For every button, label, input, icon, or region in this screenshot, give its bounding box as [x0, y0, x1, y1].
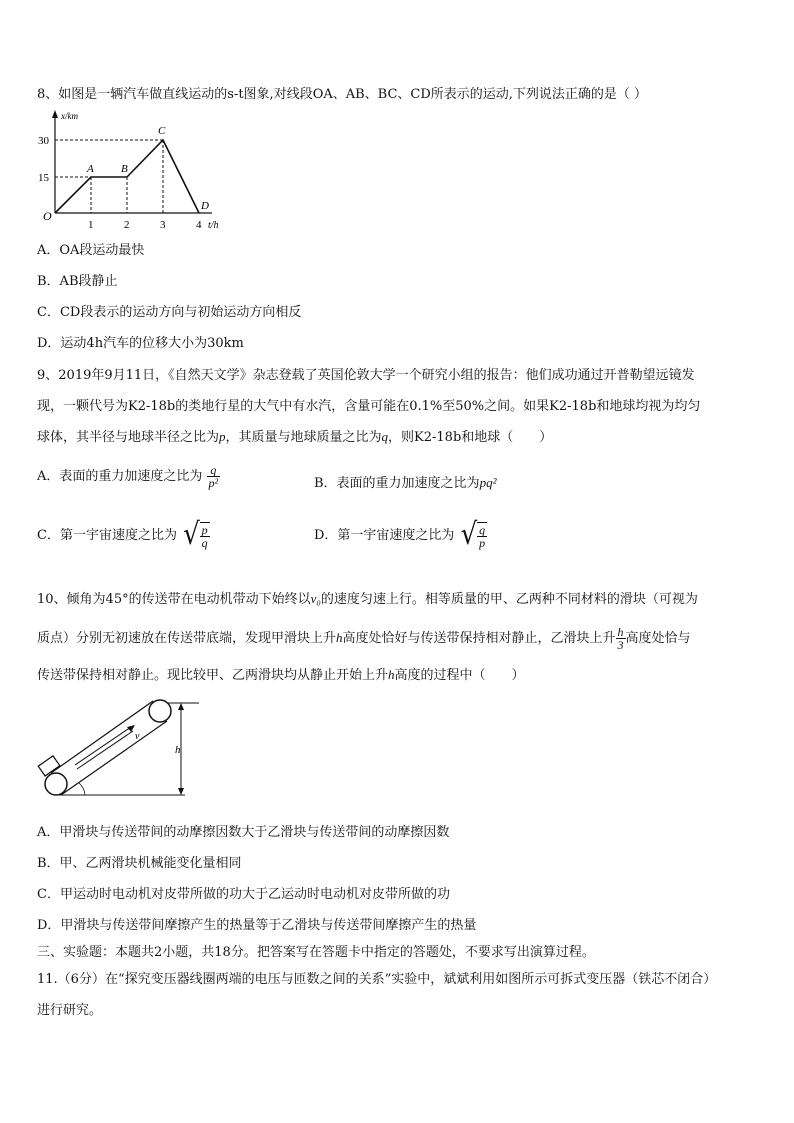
fraction-numerator: h: [617, 625, 624, 639]
q9-option-d: [314, 517, 487, 553]
q9-option-c: [37, 517, 210, 553]
x-tick-2: 2: [124, 219, 130, 231]
q10-line2-b: 高度处恰好与传送带保持相对静止，乙滑块上升: [342, 631, 616, 646]
point-label-c: C: [158, 125, 166, 137]
q9-stem-line-2: 现，一颗代号为K2-18b的类地行星的大气中有水汽，含量可能在0.1%至50%之间。如果K2-18b和地球均视为均匀: [37, 399, 701, 414]
y-axis-label: x/km: [61, 111, 78, 121]
q9-stem-line-1: 9、2019年9月11日，《自然天文学》杂志登载了英国伦敦大学一个研究小组的报告：他们成功通过开普勒望远镜发: [37, 368, 695, 383]
q10-var-h: h: [388, 667, 395, 682]
x-tick-4: 4: [196, 219, 202, 231]
fraction-denominator: p: [479, 536, 486, 550]
q10-var-v0: v₀: [310, 591, 321, 606]
point-label-o: O: [43, 209, 52, 223]
q10-line3-b: 高度的过程中（ ）: [394, 668, 525, 683]
fraction-numerator: q: [479, 523, 486, 537]
q9-option-b-text: B．表面的重力加速度之比为: [314, 476, 480, 491]
fraction-denominator: 3: [617, 638, 624, 652]
velocity-arrow: [75, 727, 131, 765]
q9-option-a-fraction: [207, 464, 221, 489]
angle-arc: [79, 783, 85, 795]
q8-stem: 8、如图是一辆汽车做直线运动的s-t图象,对线段OA、AB、BC、CD所表示的运动,下列说法正确的是（ ）: [37, 87, 648, 102]
q11-stem-line-2: 进行研究。: [37, 1003, 103, 1018]
q9-option-b-expr: pq²: [479, 475, 497, 490]
velocity-label: v: [135, 731, 140, 742]
q10-line1-a: 10、倾角为45°的传送带在电动机带动下始终以: [37, 592, 311, 607]
q9-option-c-sqrt: [183, 517, 210, 553]
q9-option-d-fraction: [477, 524, 487, 549]
x-tick-1: 1: [88, 219, 94, 231]
q8-st-graph: [34, 108, 234, 232]
section-3-heading: 三、实验题：本题共2小题，共18分。把答案写在答题卡中指定的答题处，不要求写出演算过程。: [37, 945, 595, 960]
q10-stem-line-2: [37, 626, 691, 651]
q9-option-a: [37, 464, 220, 489]
belt-lower: [61, 721, 167, 795]
y-tick-30: 30: [38, 135, 49, 147]
q10-option-a: A．甲滑块与传送带间的动摩擦因数大于乙滑块与传送带间的动摩擦因数: [37, 825, 450, 840]
point-label-d: D: [201, 200, 209, 212]
fraction-numerator: p: [201, 523, 208, 537]
q9-option-c-text: C．第一宇宙速度之比为: [37, 528, 177, 543]
q10-option-d: D．甲滑块与传送带间摩擦产生的热量等于乙滑块与传送带间摩擦产生的热量: [37, 918, 477, 933]
q10-var-h: h: [336, 630, 343, 645]
fraction-denominator: p²: [208, 476, 219, 490]
q10-line1-b: 的速度匀速上行。相等质量的甲、乙两种不同材料的滑块（可视为: [320, 592, 698, 607]
q9-option-b: [314, 472, 496, 491]
q9-option-a-text: A．表面的重力加速度之比为: [37, 469, 203, 484]
q8-option-a: A．OA段运动最快: [37, 243, 145, 258]
bottom-pulley: [45, 773, 67, 795]
q9-stem-line-3a: 球体，其半径与地球半径之比为: [37, 430, 220, 445]
q8-option-c: C．CD段表示的运动方向与初始运动方向相反: [37, 305, 302, 320]
q10-conveyor-figure: [35, 697, 205, 803]
q10-stem-line-1: [37, 588, 698, 607]
q9-var-q: q: [381, 429, 389, 444]
q11-stem-line-1: 11.（6分）在“探究变压器线圈两端的电压与匝数之间的关系”实验中，斌斌利用如图所示可拆式变压器（铁芯不闭合）: [37, 972, 717, 987]
q9-stem-line-3b: ，其质量与地球质量之比为: [225, 430, 382, 445]
fraction-numerator: q: [210, 463, 217, 477]
q10-h-third-fraction: [616, 626, 626, 651]
q9-stem-line-3c: ，则K2-18b和地球（ ）: [388, 430, 553, 445]
q10-option-c: C．甲运动时电动机对皮带所做的功大于乙运动时电动机对皮带所做的功: [37, 887, 450, 902]
q9-option-d-text: D．第一宇宙速度之比为: [314, 528, 455, 543]
q10-line2-a: 质点）分别无初速放在传送带底端，发现甲滑块上升: [37, 631, 337, 646]
x-axis-label: t/h: [208, 220, 219, 231]
q8-option-b: B．AB段静止: [37, 274, 118, 289]
q10-line3-a: 传送带保持相对静止。现比较甲、乙两滑块均从静止开始上升: [37, 668, 389, 683]
q9-stem-line-3: [37, 426, 552, 445]
q10-stem-line-3: [37, 664, 525, 683]
y-tick-15: 15: [38, 172, 49, 184]
height-label: h: [175, 744, 181, 756]
radical-sign: √: [183, 517, 200, 553]
point-label-a: A: [87, 163, 94, 175]
q10-option-b: B．甲、乙两滑块机械能变化量相同: [37, 856, 242, 871]
fraction-denominator: q: [201, 536, 208, 550]
x-tick-3: 3: [160, 219, 166, 231]
radical-sign: √: [460, 517, 478, 553]
q8-option-d: D．运动4h汽车的位移大小为30km: [37, 336, 244, 351]
top-pulley: [149, 700, 171, 722]
y-axis-arrow: [52, 110, 58, 118]
point-label-b: B: [121, 163, 128, 175]
q9-option-c-fraction: [200, 524, 210, 549]
q10-line2-c: 高度处恰与: [625, 631, 691, 646]
q9-option-d-sqrt: [460, 517, 488, 553]
q9-var-p: p: [219, 429, 226, 444]
